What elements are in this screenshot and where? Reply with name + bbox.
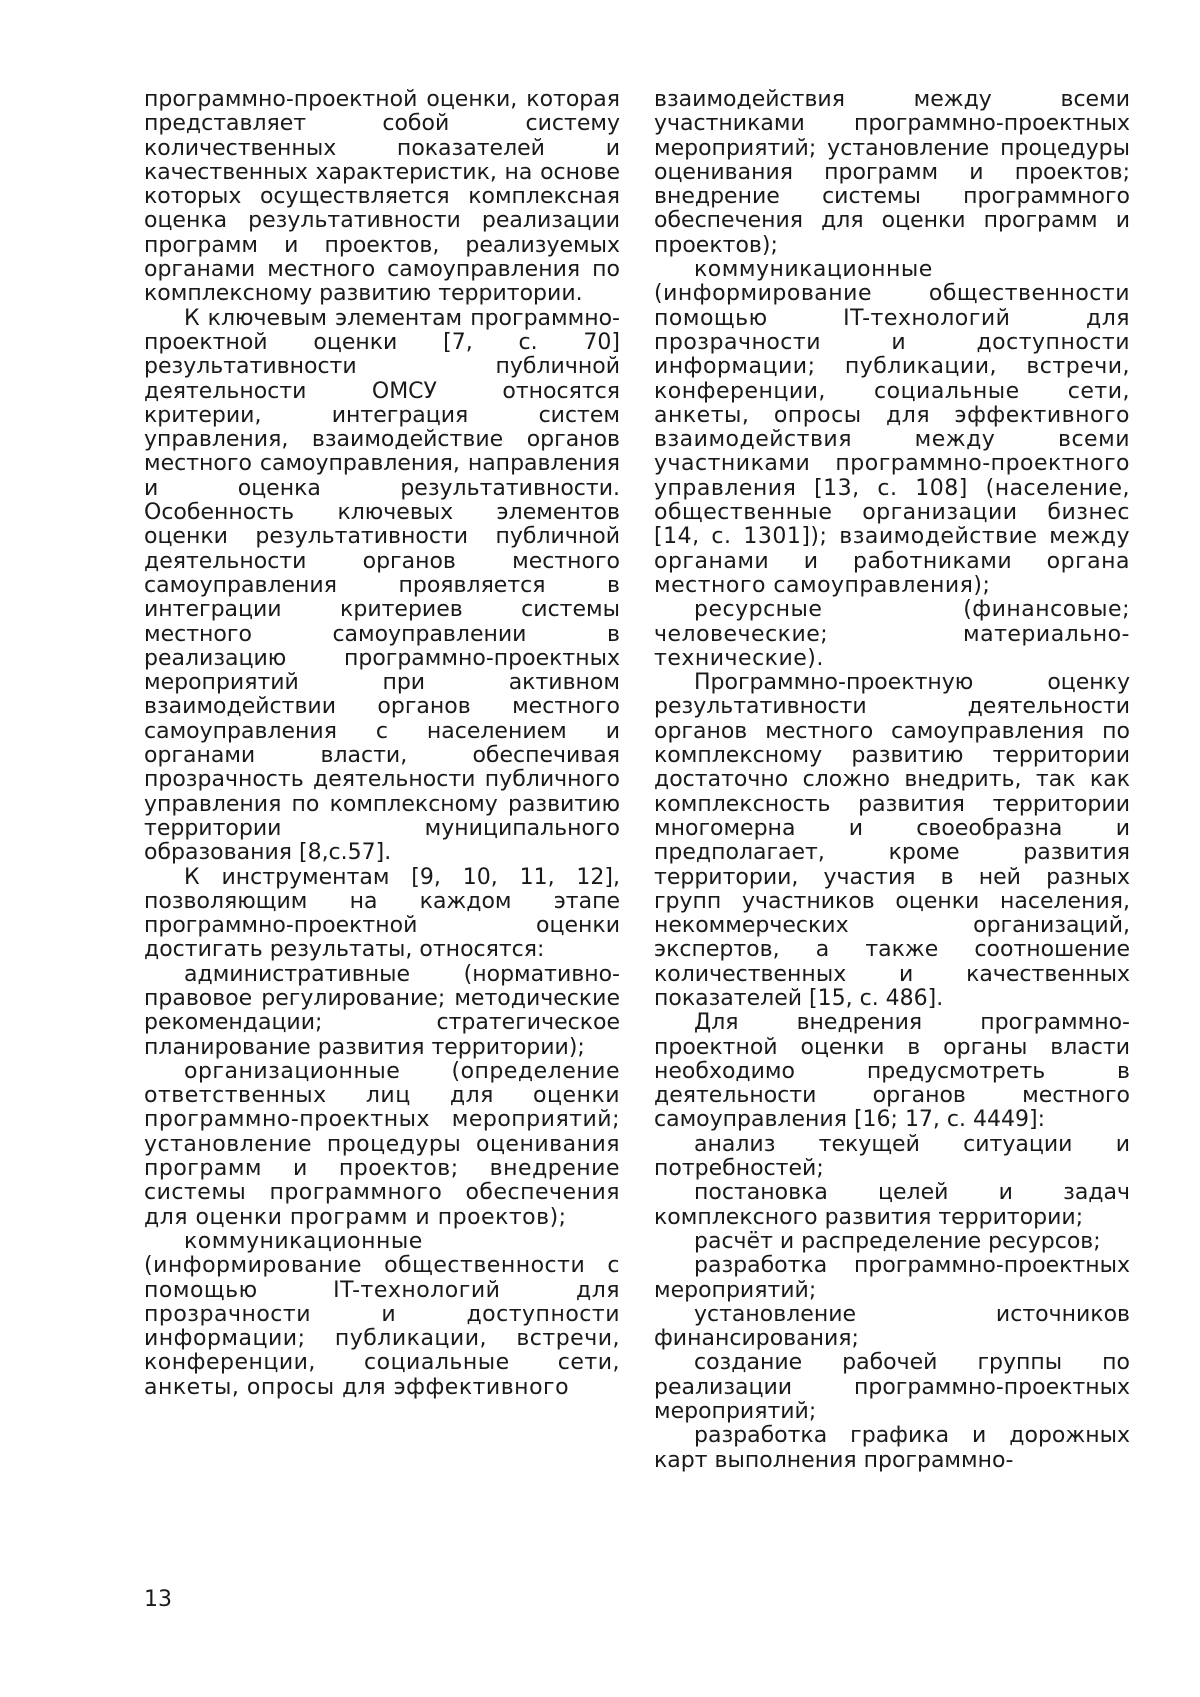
list-item: разработка графика и дорожных карт выполнения программно- bbox=[654, 1423, 1130, 1473]
list-item: постановка целей и задач комплексного развития территории; bbox=[654, 1180, 1130, 1230]
list-item: коммуникационные (информирование общественности с помощью IT-технологий для прозрачности и доступности информации; публикации, встречи, конференции, социальные сети, анкеты, опросы для эффективного bbox=[144, 1228, 620, 1400]
right-text-column bbox=[654, 88, 1130, 1473]
paragraph: программно-проектной оценки, которая представляет собой систему количественных показателей и качественных характеристик, на основе которых осуществляется комплексная оценка результативности реализации программ и проектов, реализуемых органами местного самоуправления по комплексному развитию территории. bbox=[144, 87, 620, 307]
left-text-column bbox=[144, 88, 620, 1400]
paragraph: Программно-проектную оценку результативности деятельности органов местного самоуправления по комплексному развитию территории достаточно сложно внедрить, так как комплексность развития территории многомерна и своеобразна и предполагает, кроме развития территории, участия в ней разных групп участников оценки населения, некоммерческих организаций, экспертов, а также соотношение количественных и качественных показателей [15, с. 486]. bbox=[654, 670, 1130, 1011]
paragraph: К инструментам [9, 10, 11, 12], позволяющим на каждом этапе программно-проектной оценки достигать результаты, относятся: bbox=[144, 864, 620, 963]
paragraph: К ключевым элементам программно-проектной оценки [7, с. 70] результативности публичной деятельности ОМСУ относятся критерии, интеграция систем управления, взаимодействие органов местного самоуправления, направления и оценка результативности. Особенность ключевых элементов оценки результативности публичной деятельности органов местного самоуправления проявляется в интеграции критериев системы местного самоуправлении в реализацию программно-проектных мероприятий при активном взаимодействии органов местного самоуправления с населением и органами власти, обеспечивая прозрачность деятельности публичного управления по комплексному развитию территории муниципального образования [8,с.57]. bbox=[144, 305, 620, 866]
list-item: организационные (определение ответственных лиц для оценки программно-проектных мероприятий; установление процедуры оценивания программ и проектов; внедрение системы программного обеспечения для оценки программ и проектов); bbox=[144, 1058, 620, 1230]
list-item: коммуникационные (информирование общественности помощью IT-технологий для прозрачности и доступности информации; публикации, встречи, конференции, социальные сети, анкеты, опросы для эффективного взаимодействия между всеми участниками программно-проектного управления [13, с. 108] (население, общественные организации бизнес [14, с. 1301]); взаимодействие между органами и работниками органа местного самоуправления); bbox=[654, 257, 1130, 598]
list-item: разработка программно-проектных мероприятий; bbox=[654, 1253, 1130, 1303]
list-item: анализ текущей ситуации и потребностей; bbox=[654, 1131, 1130, 1182]
list-item: создание рабочей группы по реализации программно-проектных мероприятий; bbox=[654, 1350, 1130, 1425]
list-item: расчёт и распределение ресурсов; bbox=[694, 1228, 1101, 1254]
paragraph: взаимодействия между всеми участниками программно-проектных мероприятий; установление процедуры оценивания программ и проектов; внедрение системы программного обеспечения для оценки программ и проектов); bbox=[654, 87, 1130, 258]
paragraph: Для внедрения программно-проектной оценки в органы власти необходимо предусмотреть в деятельности органов местного самоуправления [16; 17, с. 4449]: bbox=[654, 1010, 1130, 1133]
list-item: ресурсные (финансовые; человеческие; материально-технические). bbox=[654, 597, 1130, 671]
list-item: установление источников финансирования; bbox=[654, 1301, 1130, 1352]
page-number: 13 bbox=[144, 1587, 172, 1612]
list-item: административные (нормативно-правовое регулирование; методические рекомендации; стратегическое планирование развития территории); bbox=[144, 961, 620, 1060]
